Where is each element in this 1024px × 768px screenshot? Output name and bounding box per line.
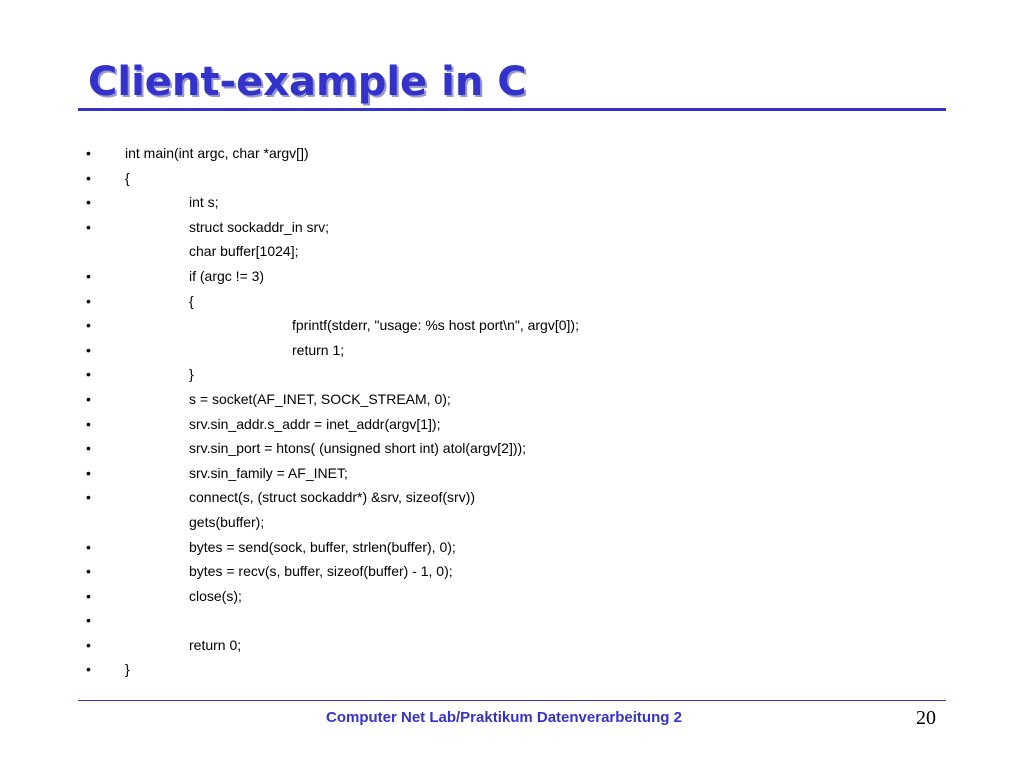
bullet-icon: • (86, 145, 91, 161)
code-line-text: struct sockaddr_in srv; (189, 218, 330, 235)
code-line (0, 584, 1024, 609)
code-line (0, 387, 1024, 412)
code-line-text: int main(int argc, char *argv[]) (125, 145, 309, 161)
code-line-text: } (125, 661, 130, 678)
code-line (0, 633, 1024, 658)
bullet-icon: • (86, 317, 91, 334)
code-line (0, 338, 1024, 363)
bullet-icon: • (86, 489, 91, 506)
code-line-text: gets(buffer); (189, 513, 265, 530)
code-line (0, 239, 1024, 264)
bullet-icon: • (86, 587, 91, 604)
code-line-text: { (125, 169, 130, 186)
code-line-text: bytes = send(sock, buffer, strlen(buffer), 0); (189, 538, 456, 555)
code-line (0, 362, 1024, 387)
bullet-icon: • (86, 415, 91, 432)
bullet-icon: • (86, 563, 91, 580)
bullet-icon: • (86, 366, 91, 383)
bullet-icon: • (86, 440, 91, 457)
bullet-icon: • (86, 169, 91, 186)
bullet-icon: • (86, 464, 91, 481)
footer-divider (78, 700, 946, 701)
code-line-text: connect(s, (struct sockaddr*) &srv, sizeof(srv)) (189, 489, 476, 506)
code-line (0, 166, 1024, 191)
code-line (0, 535, 1024, 560)
bullet-icon: • (86, 341, 91, 358)
code-line (0, 190, 1024, 215)
code-line-text: int s; (189, 194, 219, 211)
title-underline (78, 108, 946, 111)
bullet-icon: • (86, 292, 91, 309)
code-line (0, 485, 1024, 510)
code-line (0, 289, 1024, 314)
code-line-text: if (argc != 3) (189, 267, 265, 284)
code-line-text: s = socket(AF_INET, SOCK_STREAM, 0); (189, 390, 451, 407)
code-line-text: close(s); (189, 587, 242, 604)
code-line (0, 141, 1024, 166)
footer-course-title: Computer Net Lab/Praktikum Datenverarbeitung 2 (326, 709, 682, 726)
bullet-icon: • (86, 538, 91, 555)
code-listing (0, 141, 1024, 682)
bullet-icon: • (86, 661, 91, 678)
code-line (0, 559, 1024, 584)
code-line (0, 657, 1024, 682)
code-line (0, 412, 1024, 437)
bullet-icon: • (86, 636, 91, 653)
code-line-text: { (189, 292, 194, 309)
bullet-icon: • (86, 267, 91, 284)
code-line-text: fprintf(stderr, "usage: %s host port\n", argv[0]); (292, 317, 579, 334)
slide-title: Client-example in C (88, 59, 527, 105)
code-line (0, 313, 1024, 338)
code-line-text: return 0; (189, 636, 242, 653)
page-number: 20 (916, 707, 936, 729)
code-line-text: char buffer[1024]; (189, 243, 299, 260)
bullet-icon: • (86, 218, 91, 235)
bullet-icon: • (86, 612, 91, 629)
code-line-text: } (189, 366, 194, 383)
code-line (0, 608, 1024, 633)
code-line (0, 264, 1024, 289)
code-line-text: srv.sin_port = htons( (unsigned short int) atol(argv[2])); (189, 440, 527, 457)
code-line (0, 461, 1024, 486)
bullet-icon: • (86, 390, 91, 407)
code-line-text: srv.sin_addr.s_addr = inet_addr(argv[1]); (189, 415, 441, 432)
bullet-icon: • (86, 194, 91, 211)
code-line (0, 510, 1024, 535)
code-line-text: srv.sin_family = AF_INET; (189, 464, 348, 481)
code-line (0, 215, 1024, 240)
code-line-text: bytes = recv(s, buffer, sizeof(buffer) - 1, 0); (189, 563, 453, 580)
code-line-text: return 1; (292, 341, 345, 358)
code-line (0, 436, 1024, 461)
